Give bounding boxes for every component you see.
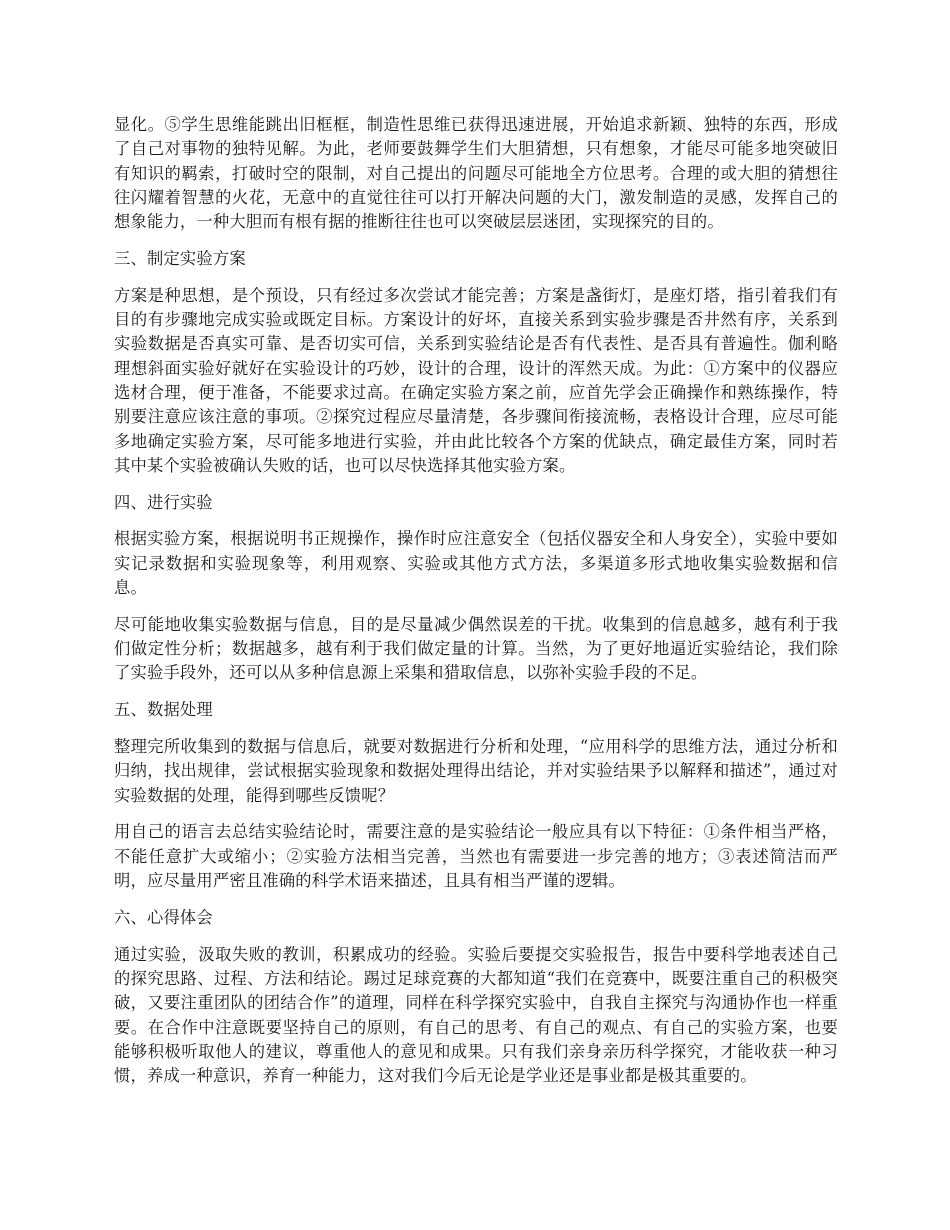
section-heading-plan: 三、制定实验方案 bbox=[114, 248, 246, 268]
paragraph-intro-continuation: 显化。⑤学生思维能跳出旧框框，制造性思维已获得迅速进展，开始追求新颖、独特的东西，形成了自己对事物的独特见解。为此，老师要鼓舞学生们大胆猜想，只有想象，才能尽可能多地突破旧有知识的羁索，打破时空的限制，对自己提出的问题尽可能地全方位思考。合理的或大胆的猜想往往闪耀着智慧的火花，无意中的直觉往往可以打开解决问题的大门，激发制造的灵感，发挥自己的想象能力，一种大胆而有根有据的推断往往也可以突破层层迷团，实现探究的目的。 bbox=[114, 115, 838, 232]
section-heading-experiment: 四、进行实验 bbox=[114, 492, 213, 512]
paragraph-data-1: 整理完所收集到的数据与信息后，就要对数据进行分析和处理，“应用科学的思维方法，通过分析和归纳，找出规律，尝试根据实验现象和数据处理得出结论，并对实验结果予以解释和描述”，通过对实验数据的处理，能得到哪些反馈呢？ bbox=[114, 737, 838, 805]
paragraph-experiment-2: 尽可能地收集实验数据与信息，目的是尽量减少偶然误差的干扰。收集到的信息越多，越有利于我们做定性分析；数据越多，越有利于我们做定量的计算。当然，为了更好地逼近实验结论，我们除了实验手段外，还可以从多种信息源上采集和猎取信息，以弥补实验手段的不足。 bbox=[114, 614, 838, 683]
paragraph-reflection: 通过实验，汲取失败的教训，积累成功的经验。实验后要提交实验报告，报告中要科学地表述自己的探究思路、过程、方法和结论。踢过足球竞赛的大都知道“我们在竞赛中，既要注重自己的积极突破，又要注重团队的团结合作”的道理，同样在科学探究实验中，自我自主探究与沟通协作也一样重要。在合作中注意既要坚持自己的原则，有自己的思考、有自己的观点、有自己的实验方案，也要能够积极听取他人的建议，尊重他人的意见和成果。只有我们亲身亲历科学探究，才能收获一种习惯，养成一种意识，养育一种能力，这对我们今后无论是学业还是事业都是极其重要的。 bbox=[114, 944, 838, 1086]
paragraph-experiment-1: 根据实验方案，根据说明书正规操作，操作时应注意安全（包括仪器安全和人身安全），实验中要如实记录数据和实验现象等，利用观察、实验或其他方式方法，多渠道多形式地收集实验数据和信息。 bbox=[114, 529, 838, 598]
section-heading-reflection: 六、心得体会 bbox=[114, 907, 213, 927]
paragraph-data-2: 用自己的语言去总结实验结论时，需要注意的是实验结论一般应具有以下特征：①条件相当严格，不能任意扩大或缩小；②实验方法相当完善，当然也有需要进一步完善的地方；③表述简洁而严明，应尽量用严密且准确的科学术语来描述，且具有相当严谨的逻辑。 bbox=[114, 822, 838, 891]
paragraph-plan: 方案是种思想，是个预设，只有经过多次尝试才能完善；方案是盏街灯，是座灯塔，指引着我们有目的有步骤地完成实验或既定目标。方案设计的好坏，直接关系到实验步骤是否井然有序，关系到实验数据是否真实可靠、是否切实可信，关系到实验结论是否有代表性、是否具有普遍性。伽利略理想斜面实验好就好在实验设计的巧妙，设计的合理，设计的浑然天成。为此：①方案中的仪器应选材合理，便于准备，不能要求过高。在确定实验方案之前，应首先学会正确操作和熟练操作，特别要注意应该注意的事项。②探究过程应尽量清楚，各步骤间衔接流畅，表格设计合理，应尽可能多地确定实验方案，尽可能多地进行实验，并由此比较各个方案的优缺点，确定最佳方案，同时若其中某个实验被确认失败的话，也可以尽快选择其他实验方案。 bbox=[114, 285, 838, 475]
document-body bbox=[114, 113, 838, 1101]
section-heading-data: 五、数据处理 bbox=[114, 700, 213, 720]
